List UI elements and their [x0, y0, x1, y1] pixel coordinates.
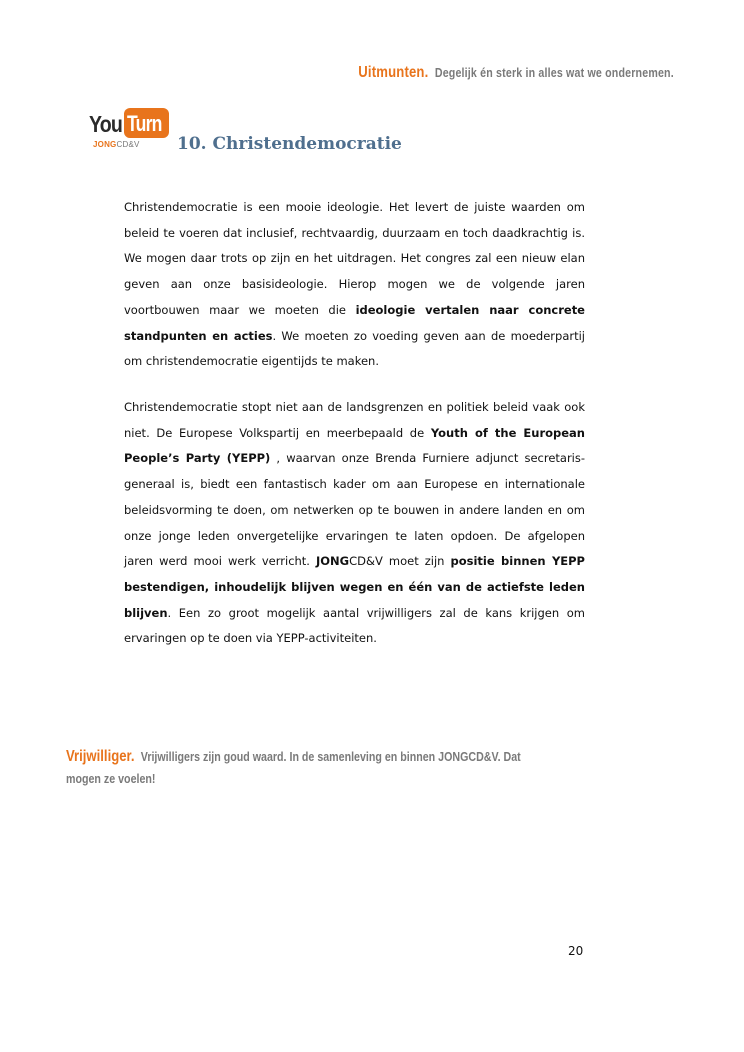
header-accent: Uitmunten.	[358, 64, 429, 81]
logo-sub-bold: JONG	[93, 140, 117, 149]
footer-tagline-text: Vrijwilligers zijn goud waard. In de samenleving en binnen JONGCD&V. Dat mogen ze voelen!	[66, 749, 521, 786]
paragraph-2	[124, 395, 585, 652]
p2-bold-2: JONG	[316, 554, 350, 569]
youturn-logo	[89, 108, 171, 152]
section-title: 10. Christendemocratie	[177, 134, 402, 154]
paragraph-1	[124, 195, 585, 375]
p1-bold-1: ideologie vertalen naar concrete standpunten en acties	[124, 302, 585, 343]
logo-you-text: You	[89, 111, 122, 137]
footer-tagline	[66, 746, 525, 790]
p2-text-3: CD&V moet zijn	[349, 554, 451, 569]
p2-text-1: Christendemocratie stopt niet aan de landsgrenzen en politiek beleid vaak ook niet. De Europese Volkspartij en meerbepaald de	[124, 400, 585, 440]
logo-subtitle	[93, 140, 140, 149]
p1-text-1: Christendemocratie is een mooie ideologie. Het levert de juiste waarden om beleid te voeren dat inclusief, rechtvaardig, duurzaam en toch daadkrachtig is. We mogen daar trots op zijn en het uitdragen. Het congres zal een nieuw elan geven aan onze basisideologie. Hierop mogen we de volgende jaren voortbouwen maar we moeten die	[124, 200, 585, 317]
logo-sub-rest: CD&V	[116, 140, 140, 149]
page-number: 20	[568, 944, 584, 958]
logo-turn-text: Turn	[127, 111, 162, 136]
footer-accent: Vrijwilliger.	[66, 748, 135, 765]
p2-text-4: . Een zo groot mogelijk aantal vrijwilligers zal de kans krijgen om ervaringen op te doen via YEPP-activiteiten.	[124, 605, 585, 646]
header-tagline	[358, 64, 674, 82]
p2-bold-3: positie binnen YEPP bestendigen, inhoudelijk blijven wegen en één van de actiefste leden blijven	[124, 554, 585, 620]
header-tagline-text: Degelijk én sterk in alles wat we ondernemen.	[434, 65, 674, 80]
p2-bold-1: Youth of the European People’s Party (YEPP)	[124, 425, 585, 466]
p1-text-2: . We moeten zo voeding geven aan de moederpartij om christendemocratie eigentijds te maken.	[124, 328, 585, 369]
p2-text-2: , waarvan onze Brenda Furniere adjunct secretaris-generaal is, biedt een fantastisch kader om aan Europese en internationale beleidsvorming te doen, om netwerken op te bouwen in andere landen en om onze jonge leden onvergetelijke ervaringen te laten opdoen. De afgelopen jaren werd mooi werk verricht.	[124, 451, 586, 569]
